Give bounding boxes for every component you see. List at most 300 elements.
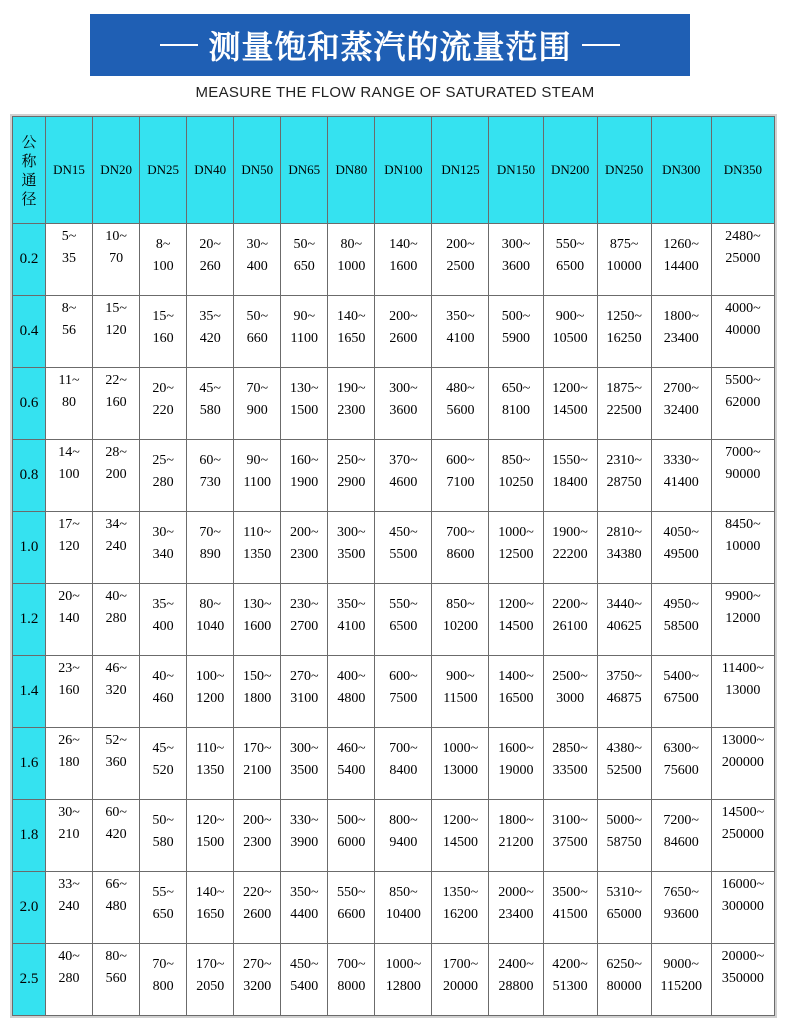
range-min: 22~ xyxy=(105,373,127,388)
table-cell xyxy=(543,944,597,1016)
table-cell xyxy=(711,800,774,872)
range-max: 2050 xyxy=(196,979,225,994)
range-min: 16000~ xyxy=(721,877,765,892)
table-cell xyxy=(187,368,234,440)
range-min: 140~ xyxy=(337,309,366,324)
table-cell xyxy=(489,872,543,944)
column-header-dn25: DN25 xyxy=(140,117,187,224)
range-max: 5600 xyxy=(446,403,475,418)
table-cell xyxy=(281,440,328,512)
table-cell xyxy=(140,800,187,872)
range-min: 30~ xyxy=(58,805,80,820)
table-cell xyxy=(597,512,651,584)
column-header-dn350: DN350 xyxy=(711,117,774,224)
range-min: 46~ xyxy=(105,661,127,676)
table-row xyxy=(13,224,775,296)
range-min: 450~ xyxy=(290,957,319,972)
range-max: 52500 xyxy=(606,763,642,778)
range-min: 1260~ xyxy=(663,237,699,252)
range-max: 300000 xyxy=(721,899,764,914)
range-max: 180 xyxy=(58,755,80,770)
range-min: 700~ xyxy=(337,957,366,972)
range-max: 460 xyxy=(152,691,174,706)
table-cell xyxy=(375,512,432,584)
range-min: 130~ xyxy=(290,381,319,396)
range-max: 160 xyxy=(58,683,80,698)
range-max: 11500 xyxy=(443,691,478,706)
range-min: 500~ xyxy=(501,309,531,324)
table-row xyxy=(13,872,775,944)
range-max: 160 xyxy=(152,331,174,346)
range-max: 800 xyxy=(152,979,174,994)
range-max: 1350 xyxy=(196,763,225,778)
range-max: 12000 xyxy=(725,611,761,626)
table-cell xyxy=(234,440,281,512)
table-cell xyxy=(543,584,597,656)
range-min: 70~ xyxy=(246,381,269,396)
range-min: 900~ xyxy=(555,309,585,324)
range-max: 41400 xyxy=(663,475,699,490)
range-max: 1100 xyxy=(243,475,271,490)
banner-right-dash xyxy=(582,44,620,46)
range-max: 19000 xyxy=(498,763,534,778)
range-max: 93600 xyxy=(663,907,699,922)
range-max: 37500 xyxy=(552,835,588,850)
range-max: 51300 xyxy=(552,979,588,994)
range-min: 270~ xyxy=(290,669,319,684)
range-max: 4400 xyxy=(290,907,319,922)
range-max: 2600 xyxy=(243,907,272,922)
column-header-dn125: DN125 xyxy=(432,117,489,224)
range-min: 80~ xyxy=(105,949,127,964)
range-min: 30~ xyxy=(246,237,269,252)
range-max: 280 xyxy=(105,611,127,626)
range-max: 3100 xyxy=(290,691,319,706)
table-cell xyxy=(543,800,597,872)
table-cell xyxy=(187,512,234,584)
range-min: 2310~ xyxy=(606,453,642,468)
range-min: 850~ xyxy=(389,885,418,900)
table-cell xyxy=(46,584,93,656)
table-row xyxy=(13,656,775,728)
table-cell xyxy=(140,584,187,656)
range-min: 15~ xyxy=(152,309,174,324)
range-min: 1800~ xyxy=(663,309,699,324)
table-cell xyxy=(93,440,140,512)
row-pressure-label: 1.4 xyxy=(13,656,46,728)
range-max: 14500 xyxy=(498,619,534,634)
range-max: 16200 xyxy=(442,907,478,922)
table-cell xyxy=(543,368,597,440)
table-cell xyxy=(432,728,489,800)
range-min: 850~ xyxy=(446,597,475,612)
range-min: 1200~ xyxy=(442,813,479,828)
range-min: 14~ xyxy=(58,445,80,460)
range-min: 1600~ xyxy=(498,741,534,756)
range-min: 220~ xyxy=(242,885,272,900)
range-max: 46875 xyxy=(606,691,642,706)
range-min: 230~ xyxy=(290,597,319,612)
range-max: 34380 xyxy=(606,547,642,562)
row-pressure-label: 1.8 xyxy=(13,800,46,872)
range-min: 40~ xyxy=(58,949,80,964)
range-min: 1250~ xyxy=(606,309,642,324)
range-min: 55~ xyxy=(152,885,174,900)
range-min: 1200~ xyxy=(498,597,534,612)
range-min: 28~ xyxy=(105,445,127,460)
column-header-dn15: DN15 xyxy=(46,117,93,224)
range-max: 420 xyxy=(105,827,127,842)
range-min: 170~ xyxy=(195,957,225,972)
flow-range-table-container xyxy=(10,114,777,1018)
range-max: 1040 xyxy=(196,619,225,634)
table-cell xyxy=(543,656,597,728)
range-min: 60~ xyxy=(199,453,221,468)
corner-label-char: 通 xyxy=(21,171,37,189)
column-header-dn150: DN150 xyxy=(489,117,543,224)
range-min: 50~ xyxy=(152,813,174,828)
range-min: 4950~ xyxy=(663,597,699,612)
table-body xyxy=(13,224,775,1016)
range-max: 32400 xyxy=(663,403,699,418)
range-max: 2500 xyxy=(446,259,475,274)
range-min: 600~ xyxy=(446,453,475,468)
range-min: 35~ xyxy=(199,309,221,324)
table-cell xyxy=(328,944,375,1016)
table-cell xyxy=(93,872,140,944)
range-min: 370~ xyxy=(389,453,418,468)
table-cell xyxy=(489,512,543,584)
range-max: 1100 xyxy=(290,331,319,346)
range-max: 360 xyxy=(105,755,127,770)
range-max: 730 xyxy=(199,475,221,490)
table-row xyxy=(13,944,775,1016)
table-cell xyxy=(651,872,711,944)
table-cell xyxy=(234,800,281,872)
table-cell xyxy=(711,656,774,728)
table-cell xyxy=(187,440,234,512)
table-cell xyxy=(93,728,140,800)
range-min: 7000~ xyxy=(725,445,761,460)
range-min: 2000~ xyxy=(498,885,534,900)
table-cell xyxy=(281,368,328,440)
range-max: 70 xyxy=(109,251,124,266)
range-min: 50~ xyxy=(246,309,269,324)
range-max: 14500 xyxy=(442,835,478,850)
range-max: 210 xyxy=(58,827,80,842)
range-min: 5400~ xyxy=(663,669,699,684)
range-max: 250000 xyxy=(721,827,764,842)
table-cell xyxy=(234,512,281,584)
range-min: 110~ xyxy=(243,525,272,540)
range-min: 330~ xyxy=(290,813,319,828)
range-max: 18400 xyxy=(552,475,588,490)
table-cell xyxy=(281,296,328,368)
range-max: 80000 xyxy=(606,979,642,994)
table-cell xyxy=(432,440,489,512)
table-cell xyxy=(93,584,140,656)
range-min: 2400~ xyxy=(498,957,534,972)
range-max: 1200 xyxy=(196,691,225,706)
table-cell xyxy=(711,944,774,1016)
table-cell xyxy=(597,728,651,800)
range-min: 300~ xyxy=(389,381,418,396)
table-cell xyxy=(187,224,234,296)
range-min: 66~ xyxy=(105,877,127,892)
page-title: 测量饱和蒸汽的流量范围 xyxy=(208,28,572,66)
table-cell xyxy=(140,440,187,512)
range-min: 550~ xyxy=(337,885,366,900)
range-max: 2100 xyxy=(243,763,272,778)
range-max: 5900 xyxy=(502,331,531,346)
table-cell xyxy=(187,800,234,872)
range-min: 190~ xyxy=(337,381,366,396)
range-max: 350000 xyxy=(721,971,764,986)
table-cell xyxy=(543,512,597,584)
table-cell xyxy=(234,224,281,296)
table-cell xyxy=(46,728,93,800)
corner-label-char: 公 xyxy=(21,133,37,151)
table-cell xyxy=(375,944,432,1016)
range-min: 70~ xyxy=(152,957,174,972)
range-max: 4100 xyxy=(337,619,366,634)
range-max: 1900 xyxy=(290,475,319,490)
range-min: 160~ xyxy=(290,453,319,468)
range-min: 90~ xyxy=(293,309,316,324)
range-max: 9400 xyxy=(389,835,418,850)
range-max: 240 xyxy=(58,899,80,914)
range-max: 58750 xyxy=(606,835,642,850)
table-cell xyxy=(93,296,140,368)
range-max: 4800 xyxy=(337,691,366,706)
table-cell xyxy=(543,440,597,512)
range-min: 4050~ xyxy=(663,525,699,540)
range-min: 300~ xyxy=(501,237,531,252)
range-max: 26100 xyxy=(552,619,588,634)
table-cell xyxy=(711,440,774,512)
table-cell xyxy=(187,584,234,656)
range-min: 4200~ xyxy=(552,957,588,972)
range-max: 49500 xyxy=(663,547,699,562)
range-max: 8100 xyxy=(502,403,531,418)
table-cell xyxy=(432,944,489,1016)
table-row xyxy=(13,512,775,584)
range-max: 16500 xyxy=(498,691,534,706)
table-cell xyxy=(328,800,375,872)
table-cell xyxy=(93,656,140,728)
range-min: 5~ xyxy=(61,229,77,244)
range-min: 900~ xyxy=(446,669,475,684)
column-header-dn65: DN65 xyxy=(281,117,328,224)
table-cell xyxy=(46,224,93,296)
table-cell xyxy=(234,656,281,728)
table-cell xyxy=(93,224,140,296)
table-cell xyxy=(140,872,187,944)
table-cell xyxy=(375,728,432,800)
table-cell xyxy=(93,800,140,872)
table-cell xyxy=(234,944,281,1016)
table-cell xyxy=(597,224,651,296)
range-max: 40000 xyxy=(725,323,761,338)
range-max: 21200 xyxy=(498,835,534,850)
range-max: 41500 xyxy=(552,907,588,922)
table-cell xyxy=(281,656,328,728)
range-max: 140 xyxy=(58,611,80,626)
table-cell xyxy=(432,800,489,872)
table-cell xyxy=(234,872,281,944)
range-max: 2300 xyxy=(243,835,272,850)
range-max: 100 xyxy=(58,467,80,482)
row-pressure-label: 2.5 xyxy=(13,944,46,1016)
table-cell xyxy=(187,296,234,368)
range-max: 200 xyxy=(105,467,127,482)
table-cell xyxy=(46,440,93,512)
range-min: 7650~ xyxy=(663,885,699,900)
range-max: 84600 xyxy=(663,835,699,850)
range-min: 8~ xyxy=(61,301,77,316)
range-max: 120 xyxy=(58,539,80,554)
range-min: 170~ xyxy=(242,741,272,756)
range-min: 9000~ xyxy=(663,957,699,972)
range-min: 110~ xyxy=(196,741,225,756)
table-cell xyxy=(140,224,187,296)
range-max: 1500 xyxy=(196,835,225,850)
range-min: 650~ xyxy=(501,381,531,396)
range-max: 80 xyxy=(62,395,77,410)
range-min: 200~ xyxy=(242,813,272,828)
range-min: 5310~ xyxy=(606,885,642,900)
table-cell xyxy=(46,512,93,584)
table-cell xyxy=(651,728,711,800)
range-min: 1000~ xyxy=(442,741,479,756)
table-cell xyxy=(711,224,774,296)
range-min: 120~ xyxy=(195,813,225,828)
range-max: 22200 xyxy=(552,547,588,562)
range-min: 90~ xyxy=(246,453,269,468)
row-pressure-label: 0.2 xyxy=(13,224,46,296)
table-cell xyxy=(543,728,597,800)
range-min: 20~ xyxy=(199,237,221,252)
range-min: 35~ xyxy=(152,597,174,612)
range-max: 10200 xyxy=(442,619,478,634)
range-max: 12800 xyxy=(385,979,421,994)
table-cell xyxy=(328,872,375,944)
table-cell xyxy=(711,872,774,944)
table-cell xyxy=(651,800,711,872)
range-min: 20000~ xyxy=(721,949,765,964)
row-pressure-label: 0.4 xyxy=(13,296,46,368)
range-max: 115200 xyxy=(660,979,702,994)
range-min: 4000~ xyxy=(725,301,761,316)
table-row xyxy=(13,584,775,656)
range-min: 350~ xyxy=(290,885,319,900)
range-min: 20~ xyxy=(152,381,174,396)
table-cell xyxy=(489,728,543,800)
table-cell xyxy=(328,512,375,584)
range-min: 270~ xyxy=(242,957,272,972)
table-cell xyxy=(46,944,93,1016)
range-max: 1800 xyxy=(243,691,272,706)
table-cell xyxy=(187,944,234,1016)
range-max: 20000 xyxy=(442,979,478,994)
range-min: 11400~ xyxy=(721,661,764,676)
range-min: 15~ xyxy=(105,301,127,316)
range-max: 3600 xyxy=(502,259,531,274)
table-cell xyxy=(543,296,597,368)
range-min: 5500~ xyxy=(725,373,761,388)
range-max: 40625 xyxy=(606,619,642,634)
range-max: 10250 xyxy=(498,475,534,490)
table-cell xyxy=(140,656,187,728)
range-max: 6000 xyxy=(337,835,366,850)
table-cell xyxy=(46,656,93,728)
range-max: 650 xyxy=(293,259,315,274)
range-min: 25~ xyxy=(152,453,174,468)
table-row xyxy=(13,440,775,512)
range-max: 90000 xyxy=(725,467,761,482)
range-max: 400 xyxy=(152,619,174,634)
table-cell xyxy=(46,368,93,440)
table-cell xyxy=(281,224,328,296)
range-max: 8400 xyxy=(389,763,418,778)
range-min: 4380~ xyxy=(606,741,642,756)
table-cell xyxy=(489,800,543,872)
table-cell xyxy=(375,296,432,368)
range-max: 8600 xyxy=(446,547,475,562)
range-min: 80~ xyxy=(340,237,363,252)
table-cell xyxy=(489,440,543,512)
table-cell xyxy=(46,296,93,368)
range-min: 1875~ xyxy=(606,381,642,396)
range-max: 10400 xyxy=(385,907,421,922)
row-pressure-label: 1.2 xyxy=(13,584,46,656)
range-max: 120 xyxy=(105,323,127,338)
range-min: 40~ xyxy=(152,669,174,684)
range-min: 1550~ xyxy=(552,453,588,468)
table-cell xyxy=(46,872,93,944)
range-min: 14500~ xyxy=(721,805,765,820)
range-max: 1000 xyxy=(337,259,366,274)
range-min: 2810~ xyxy=(606,525,642,540)
range-min: 350~ xyxy=(446,309,475,324)
range-max: 28750 xyxy=(606,475,642,490)
range-max: 14500 xyxy=(552,403,588,418)
range-max: 22500 xyxy=(606,403,642,418)
table-row xyxy=(13,296,775,368)
range-max: 1600 xyxy=(243,619,272,634)
range-max: 2600 xyxy=(389,331,418,346)
table-cell xyxy=(432,368,489,440)
table-row xyxy=(13,800,775,872)
table-cell xyxy=(93,944,140,1016)
table-cell xyxy=(651,944,711,1016)
table-cell xyxy=(597,800,651,872)
range-min: 1200~ xyxy=(552,381,588,396)
range-max: 520 xyxy=(152,763,174,778)
range-min: 17~ xyxy=(58,517,80,532)
range-min: 13000~ xyxy=(721,733,765,748)
table-row xyxy=(13,728,775,800)
range-max: 2300 xyxy=(290,547,319,562)
table-cell xyxy=(489,224,543,296)
table-cell xyxy=(597,440,651,512)
range-max: 400 xyxy=(246,259,268,274)
range-min: 45~ xyxy=(152,741,174,756)
range-min: 400~ xyxy=(337,669,366,684)
table-cell xyxy=(711,728,774,800)
column-header-dn300: DN300 xyxy=(651,117,711,224)
range-min: 800~ xyxy=(389,813,418,828)
